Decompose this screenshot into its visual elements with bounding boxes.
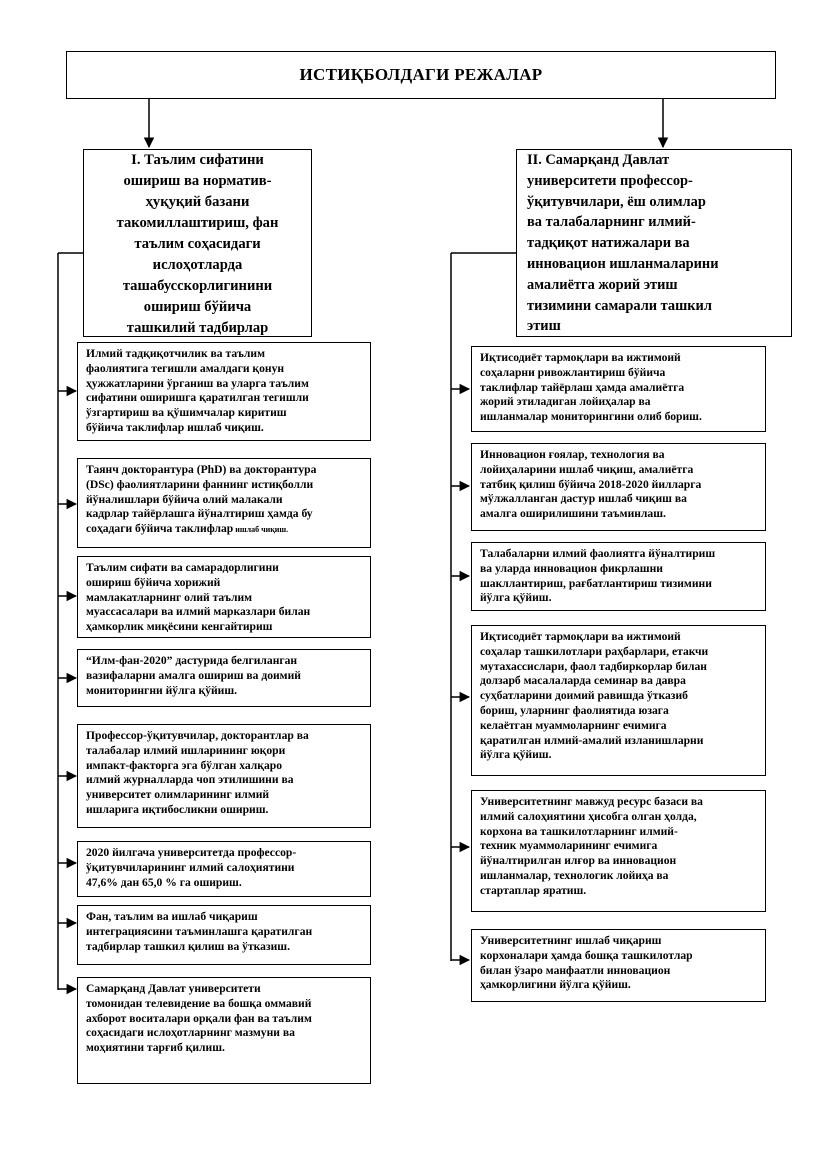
item-line: қаратилган илмий-амалий изланишларни: [480, 733, 704, 747]
item-line: муассасалари ва илмий марказлари билан: [86, 605, 311, 619]
right-heading-line: тадқиқот натижалари ва: [527, 235, 690, 252]
item-line: Фан, таълим ва ишлаб чиқариш: [86, 910, 258, 923]
right-heading-line: ўқитувчилари, ёш олимлар: [527, 193, 706, 210]
item-line: йўлга қўйиш.: [480, 748, 552, 762]
right-item-4: [471, 625, 766, 776]
left-item-4: [77, 649, 371, 707]
item-line: мониторингни йўлга қўйиш.: [86, 683, 238, 697]
left-heading-line: I. Таълим сифатини: [131, 152, 264, 168]
right-item-1: [471, 346, 766, 432]
diagram-title: ИСТИҚБОЛДАГИ РЕЖАЛАР: [299, 65, 543, 84]
left-item-1: [77, 342, 371, 441]
left-heading-line: ташкилий тадбирлар: [126, 320, 269, 336]
item-line: импакт-факторга эга бўлган халқаро: [86, 758, 283, 772]
item-line: соҳалар ташкилотлари раҳбарлари, етакчи: [480, 644, 709, 658]
right-heading-line: амалиётга жорий этиш: [527, 276, 678, 293]
right-item-5: [471, 790, 766, 912]
left-item-8: [77, 977, 371, 1084]
item-line: 47,6% дан 65,0 % га ошириш.: [86, 875, 242, 889]
right-heading-line: тизимини самарали ташкил: [527, 297, 712, 314]
right-heading-line: университети профессор-: [527, 172, 693, 189]
item-line: Университетнинг мавжуд ресурс базаси ва: [480, 795, 703, 808]
item-line: корхона ва ташкилотларнинг илмий-: [480, 824, 678, 838]
left-heading-line: ташабусскорлигинини: [122, 278, 273, 294]
left-heading-line: ошириш бўйича: [143, 299, 252, 315]
right-heading-line: ва талабаларнинг илмий-: [527, 214, 696, 231]
item-line: йўлга қўйиш.: [480, 591, 552, 605]
item-line: соҳаларни ривожлантириш бўйича: [480, 365, 666, 379]
item-line: ва уларда инновацион фикрлашни: [480, 561, 663, 575]
item-line: Университетнинг ишлаб чиқариш: [480, 934, 662, 947]
item-line: Иқтисодиёт тармоқлари ва ижтимоий: [480, 630, 681, 643]
item-line: “Илм-фан-2020” дастурида белгиланган: [86, 654, 298, 667]
item-line: илмий журналларда чоп этилишини ва: [86, 773, 294, 787]
left-heading-box: [83, 149, 312, 337]
item-line: лойиҳаларини ишлаб чиқиш, амалиётга: [480, 462, 694, 476]
item-line: ўқитувчиларининг илмий салоҳиятини: [86, 860, 295, 874]
right-heading-line: инновацион ишланмаларини: [527, 255, 719, 272]
item-line: 2020 йилгача университетда профессор-: [86, 846, 297, 859]
item-line: моҳиятини тарғиб қилиш.: [86, 1041, 225, 1055]
item-line: йўналишлари бўйича олий малакали: [86, 492, 283, 506]
item-line: университет олимларининг илмий: [86, 788, 270, 802]
item-line: интеграциясини таъминлашга қаратилган: [86, 924, 313, 938]
item-line: мутахассислари, фаол тадбиркорлар билан: [480, 659, 707, 673]
item-line: Инновацион ғоялар, технология ва: [480, 448, 665, 461]
left-item-7: [77, 905, 371, 965]
left-heading-line: таълим соҳасидаги: [134, 236, 261, 252]
item-line: сифатини оширишга қаратилган тегишли: [86, 391, 309, 405]
item-line: фаолиятига тегишли амалдаги қонун: [86, 361, 285, 375]
item-line: ҳамкорлигини йўлга қўйиш.: [480, 978, 631, 992]
item-line: Таълим сифати ва самарадорлигини: [86, 561, 279, 574]
item-line: Самарқанд Давлат университети: [86, 982, 261, 995]
left-item-3: [77, 556, 371, 638]
item-line: Иқтисодиёт тармоқлари ва ижтимоий: [480, 351, 681, 364]
left-heading-line: ҳуқуқий базани: [145, 194, 250, 210]
right-item-2: [471, 443, 766, 531]
left-heading-line: ислоҳотларда: [152, 257, 243, 273]
item-line: ўзгартириш ва қўшимчалар киритиш: [86, 406, 287, 420]
item-line-small-tail: ишлаб чиқиш.: [233, 525, 289, 535]
left-item-6: [77, 841, 371, 897]
item-line: илмий салоҳиятини ҳисобга олган ҳолда,: [480, 809, 697, 823]
item-line: [86, 522, 362, 538]
item-line: ошириш бўйича хорижий: [86, 575, 221, 589]
item-line: техник муаммоларининг ечимига: [480, 839, 658, 853]
item-line: келаётган муаммоларнинг ечимига: [480, 718, 667, 732]
right-heading-box: [516, 149, 792, 337]
right-heading-line: II. Самарқанд Давлат: [527, 152, 670, 168]
item-line: билан ўзаро манфаатли инновацион: [480, 963, 671, 977]
item-line: долзарб масалаларда семинар ва давра: [480, 674, 686, 688]
item-line: соҳасидаги ислоҳотларнинг мазмуни ва: [86, 1026, 295, 1040]
item-line: Илмий тадқиқотчилик ва таълим: [86, 347, 265, 360]
item-line-text: соҳадаги бўйича таклифлар: [86, 522, 234, 536]
item-line: бориш, уларнинг фаолиятида юзага: [480, 703, 669, 717]
item-line: Таянч докторантура (PhD) ва докторантура: [86, 463, 317, 476]
item-line: Талабаларни илмий фаолиятга йўналтириш: [480, 547, 716, 560]
item-line: бўйича таклифлар ишлаб чиқиш.: [86, 420, 264, 434]
item-line: мамлакатларнинг олий таълим: [86, 590, 253, 604]
item-line: тадбирлар ташкил қилиш ва ўтказиш.: [86, 939, 290, 953]
item-line: ҳамкорлик миқёсини кенгайтириш: [86, 620, 273, 634]
item-line: вазифаларни амалга ошириш ва доимий: [86, 668, 301, 682]
left-item-2: [77, 458, 371, 548]
right-item-6: [471, 929, 766, 1002]
item-line: жорий этиладиган лойиҳалар ва: [480, 395, 651, 409]
item-line: Профессор-ўқитувчилар, докторантлар ва: [86, 729, 309, 742]
item-line: ишланмалар, технологик лойиҳа ва: [480, 868, 669, 882]
left-item-5: [77, 724, 371, 828]
item-line: шакллантириш, рағбатлантириш тизимини: [480, 576, 712, 590]
left-heading-line: такомиллаштириш, фан: [116, 215, 279, 231]
item-line: кадрлар тайёрлашга йўналтириш ҳамда бу: [86, 507, 313, 521]
item-line: корхоналари ҳамда бошқа ташкилотлар: [480, 948, 693, 962]
diagram-title-box: [66, 51, 776, 99]
item-line: (DSc) фаолиятларини фаннинг истиқболли: [86, 477, 314, 491]
item-line: амалга оширилишини таъминлаш.: [480, 507, 666, 521]
item-line: таклифлар тайёрлаш ҳамда амалиётга: [480, 380, 685, 394]
right-item-3: [471, 542, 766, 611]
item-line: талабалар илмий ишларининг юқори: [86, 743, 286, 757]
item-line: ишланмалар мониторингини олиб бориш.: [480, 410, 702, 424]
right-heading-line: этиш: [527, 318, 561, 335]
item-line: йўналтирилган илғор ва инновацион: [480, 854, 677, 868]
item-line: ҳужжатларини ўрганиш ва уларга таълим: [86, 376, 309, 390]
item-line: стартаплар яратиш.: [480, 883, 587, 897]
item-line: ишларига иқтибосликни ошириш.: [86, 802, 269, 816]
item-line: мўлжалланган дастур ишлаб чиқиш ва: [480, 492, 687, 506]
item-line: суҳбатларини доимий равишда ўтказиб: [480, 689, 688, 703]
left-heading-line: ошириш ва норматив-: [123, 173, 272, 189]
item-line: татбиқ қилиш бўйича 2018-2020 йилларга: [480, 477, 702, 491]
item-line: ахборот воситалари орқали фан ва таълим: [86, 1011, 312, 1025]
item-line: томонидан телевидение ва бошқа оммавий: [86, 996, 312, 1010]
